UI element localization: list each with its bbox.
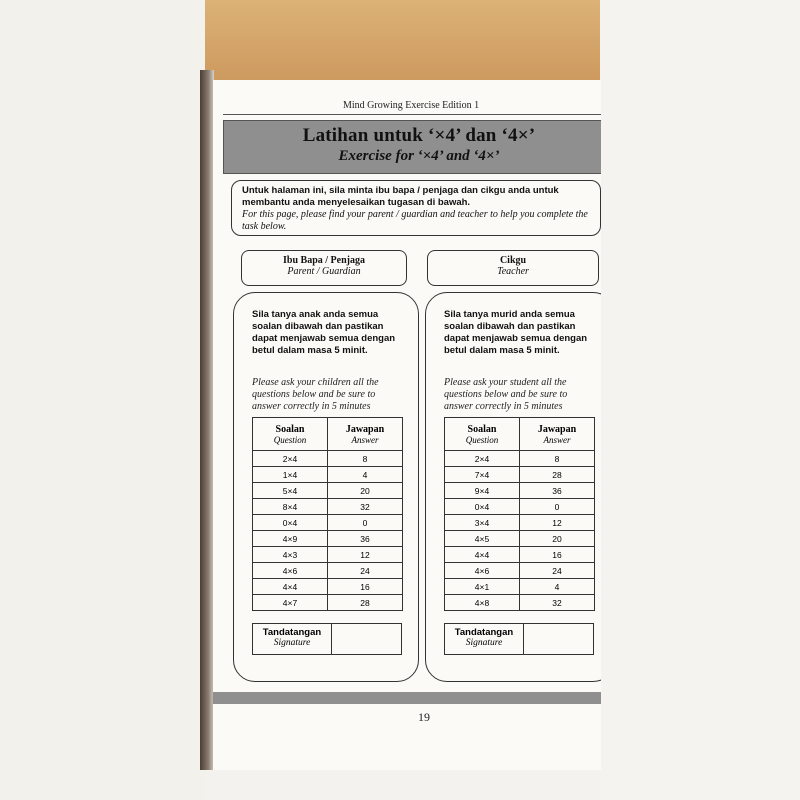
table-row: 4×7 28: [253, 595, 403, 611]
panel-teacher-instructions-english: Please ask your student all the questions below and be sure to answer correctly in 5 minutes: [444, 377, 568, 412]
table-row: 4×4 16: [253, 579, 403, 595]
background-wood-surface: [205, 0, 600, 80]
page-number: 19: [418, 710, 430, 724]
table-row: 5×4 20: [253, 483, 403, 499]
parent-signature-field[interactable]: [332, 624, 401, 654]
table-row: 4×1 4: [445, 579, 595, 595]
table-row: 9×4 36: [445, 483, 595, 499]
table-row: 0×4 0: [445, 499, 595, 515]
table-row: 4×6 24: [445, 563, 595, 579]
title-band: [223, 120, 601, 174]
teacher-question-table: [444, 417, 595, 611]
title-malay: Latihan untuk ‘×4’ dan ‘4×’: [302, 125, 536, 146]
table-row: 8×4 32: [253, 499, 403, 515]
panel-teacher-instructions-malay: Sila tanya murid anda semua soalan dibawah dan pastikan dapat menjawab semua dengan betul dalam masa 5 minit.: [444, 309, 588, 356]
background-right: [600, 0, 800, 800]
running-header: Mind Growing Exercise Edition 1: [343, 100, 480, 111]
footer-band: [213, 692, 601, 704]
table-row: 4×8 32: [445, 595, 595, 611]
instructions-english: For this page, please find your parent / guardian and teacher to help you complete the task below.: [242, 209, 588, 232]
parent-signature-box: [252, 623, 402, 655]
table-row: 4×3 12: [253, 547, 403, 563]
instructions-box: [231, 180, 601, 236]
panel-parent: [233, 292, 419, 682]
role-parent-malay: Ibu Bapa / Penjaga: [283, 255, 365, 266]
role-teacher-english: Teacher: [497, 266, 529, 277]
table-row: 4×9 36: [253, 531, 403, 547]
table-row: 2×4 8: [445, 451, 595, 467]
signature-label: Tandatangan Signature: [253, 624, 332, 654]
answer-column-header: Jawapan Answer: [328, 418, 403, 451]
question-column-header: Soalan Question: [253, 418, 328, 451]
answer-column-header: Jawapan Answer: [520, 418, 595, 451]
instructions-malay: Untuk halaman ini, sila minta ibu bapa / penjaga dan cikgu anda untuk membantu anda menyelesaikan tugasan di bawah.: [242, 185, 559, 208]
table-row: 7×4 28: [445, 467, 595, 483]
panel-parent-instructions-malay: Sila tanya anak anda semua soalan dibawah dan pastikan dapat menjawab semua dengan betul dalam masa 5 minit.: [252, 309, 396, 356]
background-left: [0, 0, 205, 800]
title-english: Exercise for ‘×4’ and ‘4×’: [338, 148, 500, 164]
question-column-header: Soalan Question: [445, 418, 520, 451]
table-row: 4×4 16: [445, 547, 595, 563]
role-box-teacher: [427, 250, 599, 286]
panel-teacher: [425, 292, 601, 682]
table-row: 1×4 4: [253, 467, 403, 483]
panel-parent-instructions-english: Please ask your children all the questions below and be sure to answer correctly in 5 minutes: [252, 377, 379, 412]
signature-label: Tandatangan Signature: [445, 624, 524, 654]
header-rule: [223, 114, 601, 115]
table-row: 4×5 20: [445, 531, 595, 547]
role-parent-english: Parent / Guardian: [287, 266, 361, 277]
table-row: 4×6 24: [253, 563, 403, 579]
teacher-signature-box: [444, 623, 594, 655]
teacher-signature-field[interactable]: [524, 624, 593, 654]
table-row: 0×4 0: [253, 515, 403, 531]
workbook-page: [212, 80, 601, 770]
role-teacher-malay: Cikgu: [499, 255, 527, 266]
role-box-parent: [241, 250, 407, 286]
parent-question-table: [252, 417, 403, 611]
table-row: 2×4 8: [253, 451, 403, 467]
table-row: 3×4 12: [445, 515, 595, 531]
